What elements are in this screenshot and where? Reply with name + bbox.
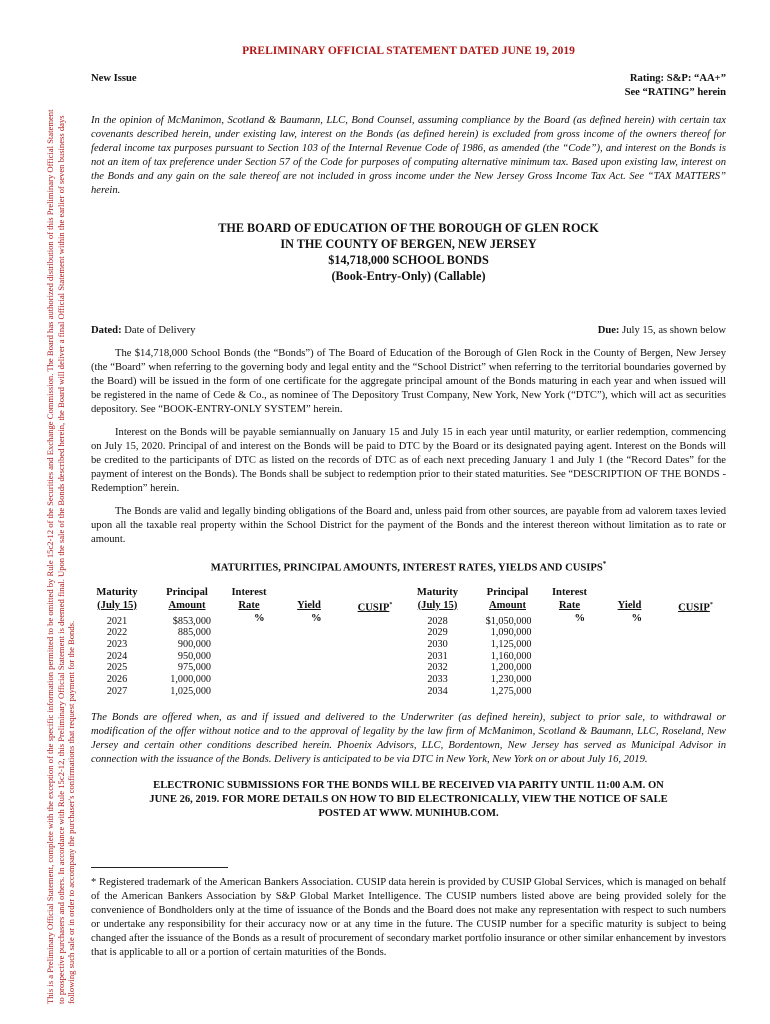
cusip-header-mark: * xyxy=(389,601,393,608)
side-disclaimer xyxy=(0,0,90,1024)
bonds-description-paragraph: The $14,718,000 School Bonds (the “Bonds”) of The Board of Education of the Borough of Glen Rock in the County of Bergen, New Jersey (the “Board” when referring to the governing body and legal entity and the “School District” when referring to the territorial boundaries governed by the Board) will be issued in the form of one certificate for the aggregate principal amount of the Bonds maturing in each year and when issued will be registered in the name of Cede & Co., as nominee of The Depository Trust Company, New York, New York (“DTC”), which will act as securities depository. See “BOOK-ENTRY-ONLY SYSTEM” herein. xyxy=(91,348,726,415)
cusip-header-mark: * xyxy=(709,601,713,608)
interest-header-line-1: Interest xyxy=(551,586,588,598)
maturity-year: 2021 xyxy=(106,615,128,627)
due-label: Due: xyxy=(597,325,620,336)
maturity-year: 2023 xyxy=(106,638,128,650)
principal-amount: 885,000 xyxy=(177,627,211,639)
maturity-row xyxy=(91,662,406,674)
principal-amount: 1,200,000 xyxy=(490,662,532,674)
dated-field xyxy=(91,324,195,338)
principal-header-line-2: Amount xyxy=(168,599,206,611)
principal-amount: 1,000,000 xyxy=(170,673,211,685)
yield-header: Yield xyxy=(297,599,321,611)
maturity-year: 2025 xyxy=(106,662,128,674)
maturity-row xyxy=(91,686,406,698)
cusip-header xyxy=(353,599,397,615)
principal-header-line-1: Principal xyxy=(166,586,208,598)
rating-line-1: Rating: S&P: “AA+” xyxy=(629,73,726,84)
maturities-table xyxy=(91,586,726,698)
bond-title-line-2: IN THE COUNTY OF BERGEN, NEW JERSEY xyxy=(280,237,537,251)
cusip-footnote: * Registered trademark of the American Bankers Association. CUSIP data herein is provided by CUSIP Global Services, which is managed on behalf of the American Bankers Association by S&P Global Market Intelligence. The CUSIP numbers listed above are being provided solely for the convenience of Bondholders only at the time of issuance of the Bonds and the Board does not make any representation with respect to such numbers or undertake any responsibility for their accuracy now or at any time in the future. The CUSIP number for a specific maturity is subject to being changed after the issuance of the Bonds as a result of procurement of secondary market portfolio insurance or other similar enhancement by investors that is applicable to all or a portion of certain maturities of the Bonds. xyxy=(91,877,726,959)
maturity-row xyxy=(412,674,727,686)
dated-value: Date of Delivery xyxy=(124,325,196,336)
electronic-submission-notice xyxy=(91,779,726,821)
maturity-header xyxy=(91,586,143,612)
cusip-header-text: CUSIP xyxy=(678,602,710,614)
principal-header-line-2: Amount xyxy=(488,599,527,611)
due-field xyxy=(598,324,726,338)
principal-amount: 1,090,000 xyxy=(490,627,532,639)
maturity-row xyxy=(91,627,406,639)
bond-title xyxy=(91,220,726,284)
yield-header: Yield xyxy=(617,599,642,611)
interest-header-line-2: Rate xyxy=(238,599,260,611)
footnote-divider xyxy=(91,867,228,868)
maturity-year: 2034 xyxy=(427,685,448,697)
maturities-heading-text: MATURITIES, PRINCIPAL AMOUNTS, INTEREST RATES, YIELDS AND CUSIPS xyxy=(210,562,603,574)
yield-percent: % xyxy=(311,612,322,624)
maturities-left-column xyxy=(91,586,406,698)
maturity-row xyxy=(412,662,727,674)
electronic-line-3: POSTED AT WWW. MUNIHUB.COM. xyxy=(318,808,499,820)
interest-rate-percent: % xyxy=(254,612,265,624)
document-body xyxy=(91,40,726,960)
side-disclaimer-line-3: following such sale or in order to accompany the purchaser's confirmations that request payment for the Bonds. xyxy=(66,620,77,1004)
bond-counsel-opinion: In the opinion of McManimon, Scotland & Baumann, LLC, Bond Counsel, assuming compliance by the Board (as defined herein) with certain tax covenants described herein, under existing law, interest on the Bonds (as defined herein) is excluded from gross income of the owners thereof for federal income tax purposes pursuant to Section 103 of the Internal Revenue Code of 1986, as amended (the “Code”), and interest on the Bonds is not an item of tax preference under Section 57 of the Code for purposes of computing alternative minimum tax. Based upon existing law, interest on the Bonds and any gain on the sale thereof are not included in gross income under the New Jersey Gross Income Tax Act. See “TAX MATTERS” herein. xyxy=(91,115,726,196)
principal-amount: 950,000 xyxy=(177,650,211,662)
rating-line-2: See “RATING” herein xyxy=(624,87,726,98)
electronic-line-1: ELECTRONIC SUBMISSIONS FOR THE BONDS WILL BE RECEIVED VIA PARITY UNTIL 11:00 A.M. ON xyxy=(153,780,664,792)
maturity-year: 2028 xyxy=(427,615,448,627)
principal-amount: 1,125,000 xyxy=(490,638,532,650)
maturity-row xyxy=(91,639,406,651)
interest-rate-percent: % xyxy=(574,612,586,624)
bond-title-line-3: $14,718,000 SCHOOL BONDS xyxy=(328,253,489,267)
issue-rating-row xyxy=(91,72,726,100)
principal-amount: $853,000 xyxy=(172,615,211,627)
offering-paragraph: The Bonds are offered when, as and if issued and delivered to the Underwriter (as defined herein), subject to prior sale, to withdrawal or modification of the offer without notice and to the approval of legality by the law firm of McManimon, Scotland & Baumann, LLC, Roseland, New Jersey and certain other conditions described herein. Phoenix Advisors, LLC, Bordentown, New Jersey has served as Municipal Advisor in connection with the issuance of the Bonds. Delivery is anticipated to be via DTC in New York, New York on or about July 16, 2019. xyxy=(91,712,726,766)
maturity-year: 2032 xyxy=(427,662,448,674)
new-issue-label: New Issue xyxy=(91,73,137,84)
yield-percent: % xyxy=(631,612,643,624)
maturity-row xyxy=(91,616,406,628)
maturity-year: 2022 xyxy=(106,627,128,639)
maturity-year: 2024 xyxy=(106,650,128,662)
maturity-row xyxy=(412,627,727,639)
maturities-right-header xyxy=(412,586,727,612)
maturity-header-line-2: (July 15) xyxy=(97,599,137,611)
maturity-header-line-2: (July 15) xyxy=(417,599,458,611)
bond-title-line-4: (Book-Entry-Only) (Callable) xyxy=(331,269,486,283)
maturity-header-line-1: Maturity xyxy=(96,586,138,598)
maturity-header xyxy=(412,586,464,612)
maturity-year: 2029 xyxy=(427,627,448,639)
interest-header-line-1: Interest xyxy=(231,586,267,598)
maturity-year: 2027 xyxy=(106,685,128,697)
due-value: July 15, as shown below xyxy=(622,325,726,336)
maturities-heading-mark: * xyxy=(602,560,607,568)
principal-amount: 1,160,000 xyxy=(490,650,532,662)
interest-paragraph: Interest on the Bonds will be payable semiannually on January 15 and July 15 in each year until maturity, or earlier redemption, commencing on July 15, 2020. Principal of and interest on the Bonds will be paid to DTC by the Board or its designated paying agent. Interest on the Bonds will be credited to the participants of DTC as listed on the records of DTC as of each next preceding January 1 and July 1 (the “Record Dates” for the payment of interest on the Bonds). The Bonds shall be subject to redemption prior to their stated maturities. See “DESCRIPTION OF THE BONDS - Redemption” herein. xyxy=(91,427,726,494)
principal-header xyxy=(161,586,213,612)
side-disclaimer-line-2: to prospective purchasers and others. In accordance with Rule 15c2-12, this Preliminary Official Statement is deemed final. Upon the sale of the Bonds described herein, the Board will deliver a final Official Statement within the earlier of seven business days xyxy=(55,115,66,1004)
maturity-row xyxy=(412,686,727,698)
principal-amount: 1,230,000 xyxy=(490,673,532,685)
interest-header xyxy=(548,586,592,612)
maturities-right-rows xyxy=(412,616,727,698)
maturities-left-header xyxy=(91,586,406,612)
principal-amount: 900,000 xyxy=(177,638,211,650)
security-paragraph: The Bonds are valid and legally binding obligations of the Board and, unless paid from other sources, are payable from ad valorem taxes levied upon all the taxable real property within the School District for the payment of the Bonds and the interest thereon without limitation as to rate or amount. xyxy=(91,506,726,545)
maturity-year: 2026 xyxy=(106,673,128,685)
electronic-line-2: JUNE 26, 2019. FOR MORE DETAILS ON HOW TO BID ELECTRONICALLY, VIEW THE NOTICE OF SALE xyxy=(149,794,668,806)
dated-due-row xyxy=(91,324,726,338)
rating-block xyxy=(625,72,726,100)
side-disclaimer-line-1: This is a Preliminary Official Statement, complete with the exception of the specific information permitted to be omitted by Rule 15c2-12 of the Securities and Exchange Commission. The Board has authorized distribution of this Preliminary Official Statement xyxy=(45,109,55,1004)
principal-amount: $1,050,000 xyxy=(485,615,532,627)
maturities-heading xyxy=(91,557,726,576)
cusip-header-text: CUSIP xyxy=(357,602,390,614)
maturity-year: 2033 xyxy=(427,673,448,685)
maturity-header-line-1: Maturity xyxy=(416,586,459,598)
preliminary-title: PRELIMINARY OFFICIAL STATEMENT DATED JUNE 19, 2019 xyxy=(242,45,575,57)
maturity-row xyxy=(91,674,406,686)
principal-amount: 1,275,000 xyxy=(490,685,532,697)
interest-header xyxy=(227,586,271,612)
principal-amount: 1,025,000 xyxy=(170,685,211,697)
principal-header-line-1: Principal xyxy=(486,586,529,598)
maturities-right-column xyxy=(412,586,727,698)
maturity-row xyxy=(412,651,727,663)
principal-amount: 975,000 xyxy=(177,662,211,674)
maturity-row xyxy=(91,651,406,663)
maturity-row xyxy=(412,639,727,651)
interest-header-line-2: Rate xyxy=(558,599,581,611)
principal-header xyxy=(482,586,534,612)
maturity-year: 2031 xyxy=(427,650,448,662)
bond-title-line-1: THE BOARD OF EDUCATION OF THE BOROUGH OF GLEN ROCK xyxy=(218,221,599,235)
maturities-left-rows xyxy=(91,616,406,698)
maturity-year: 2030 xyxy=(427,638,448,650)
dated-label: Dated: xyxy=(91,325,122,336)
cusip-header xyxy=(674,599,718,615)
maturity-row xyxy=(412,616,727,628)
